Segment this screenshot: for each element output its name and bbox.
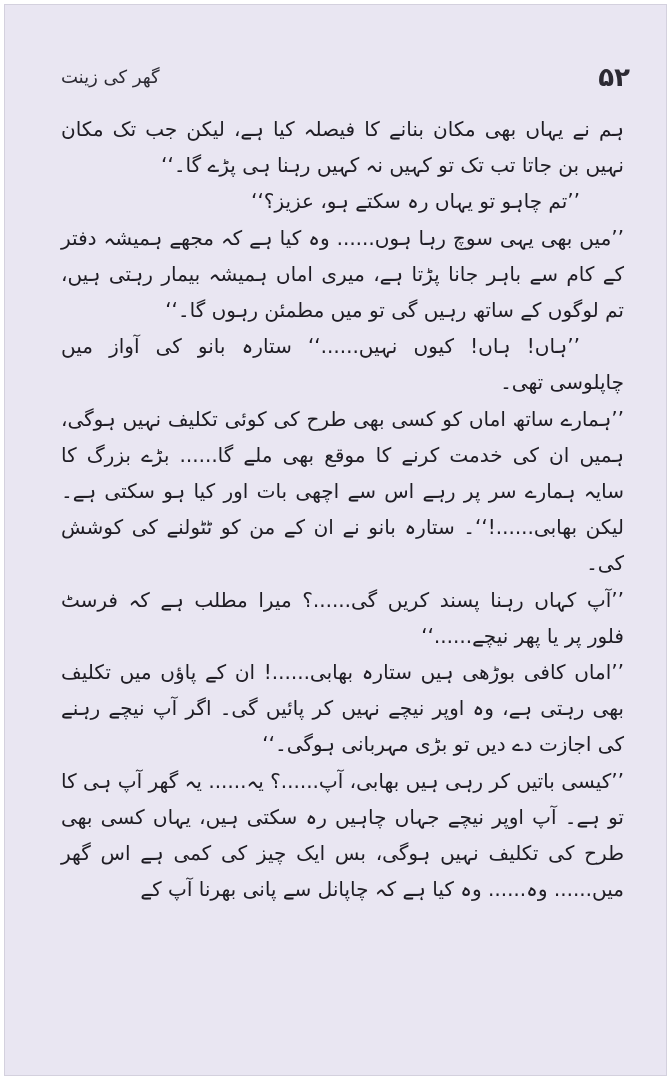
running-title: گھر کی زینت <box>61 67 160 88</box>
paragraph: ہم نے یہاں بھی مکان بنانے کا فیصلہ کیا ہے، لیکن جب تک مکان نہیں بن جاتا تب تک تو کہیں نہ کہیں رہنا ہی پڑے گا۔‘‘ <box>61 117 624 178</box>
paragraph: ’’آپ کہاں رہنا پسند کریں گی......؟ میرا مطلب ہے کہ فرسٹ فلور پر یا پھر نیچے......‘‘ <box>61 587 624 648</box>
page-number: ۵۲ <box>598 63 630 93</box>
paragraph: ’’تم چاہو تو یہاں رہ سکتے ہو، عزیز؟‘‘ <box>251 189 580 214</box>
paragraph: ’’اماں کافی بوڑھی ہیں ستارہ بھابی......! ان کے پاؤں میں تکلیف بھی رہتی ہے، وہ اوپر نیچے نہیں کر پائیں گی۔ اگر آپ نیچے رہنے کی اجازت دے دیں تو بڑی مہربانی ہوگی۔‘‘ <box>61 660 624 757</box>
paragraph: ’’کیسی باتیں کر رہی ہیں بھابی، آپ......؟ یہ...... یہ گھر آپ ہی کا تو ہے۔ آپ اوپر نیچے جہاں چاہیں رہ سکتی ہیں، یہاں کسی بھی طرح کی تکلیف نہیں ہوگی، بس ایک چیز کی کمی ہے اس گھر میں...... وہ...... وہ کیا ہے کہ چاپانل سے پانی بھرنا آپ کے <box>61 768 624 902</box>
body-text <box>61 111 624 907</box>
paragraph: ’’ہمارے ساتھ اماں کو کسی بھی طرح کی کوئی تکلیف نہیں ہوگی، ہمیں ان کی خدمت کرنے کا موقع بھی ملے گا...... بڑے بزرگ کا سایہ ہمارے سر پر رہے اس سے اچھی بات اور کیا ہو سکتی ہے۔ لیکن بھابی......!‘‘۔ ستارہ بانو نے ان کے من کو ٹٹولنے کی کوشش کی۔ <box>61 406 624 576</box>
book-page <box>4 4 667 1076</box>
paragraph: ’’ہاں! ہاں! کیوں نہیں......‘‘ ستارہ بانو کی آواز میں چاپلوسی تھی۔ <box>61 334 624 395</box>
paragraph: ’’میں بھی یہی سوچ رہا ہوں...... وہ کیا ہے کہ مجھے ہمیشہ دفتر کے کام سے باہر جانا پڑتا ہے، میری اماں ہمیشہ بیمار رہتی ہیں، تم لوگوں کے ساتھ رہیں گی تو میں مطمئن رہوں گا۔‘‘ <box>61 225 624 323</box>
page-header <box>53 63 630 103</box>
